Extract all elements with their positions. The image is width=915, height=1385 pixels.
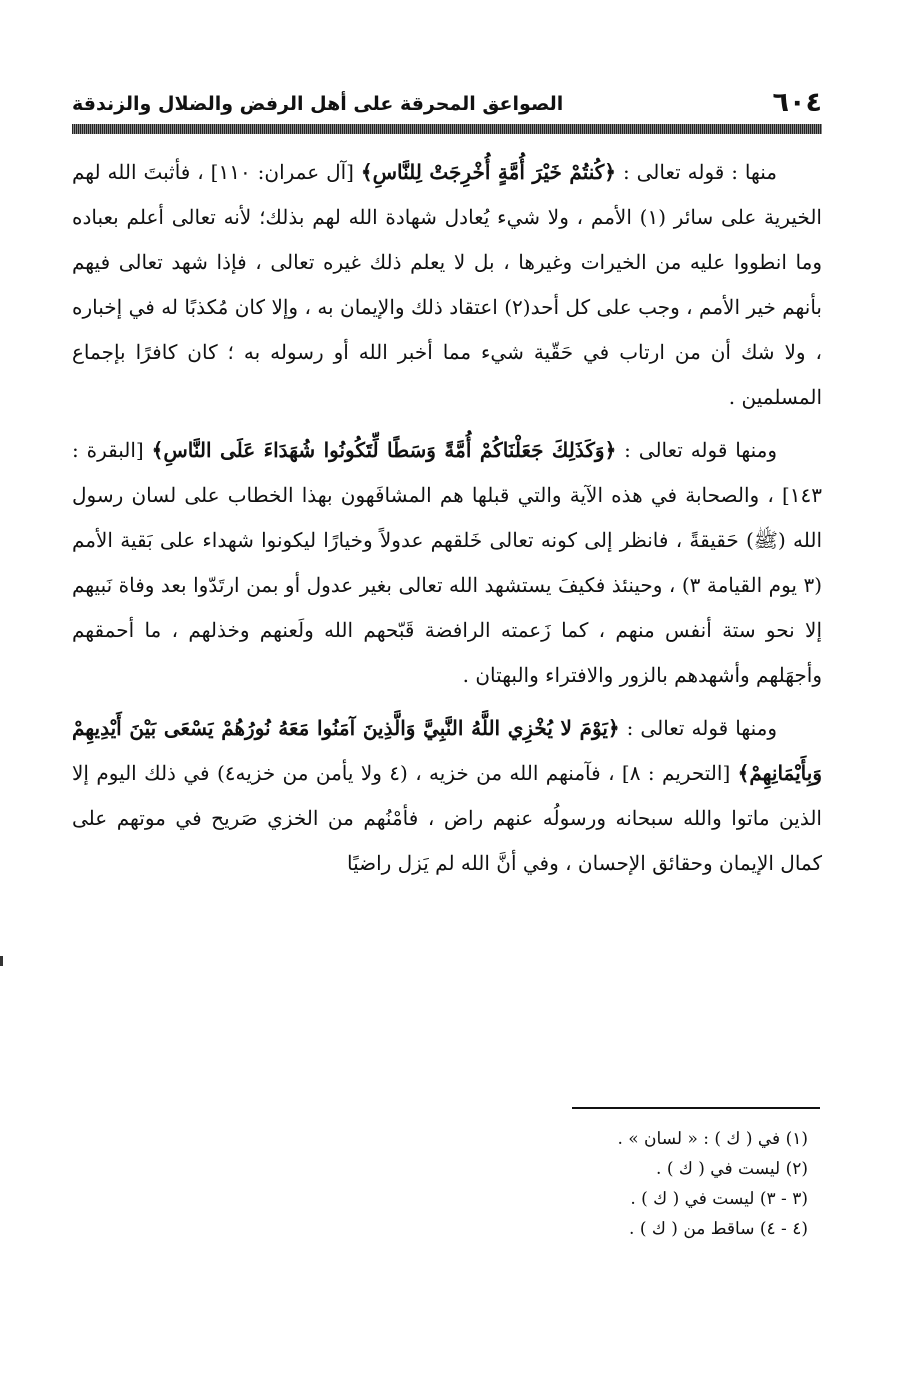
page-number: ٦٠٤ [772, 87, 822, 118]
quran-verse-2: ﴿وَكَذَلِكَ جَعَلْنَاكُمْ أُمَّةً وَسَطًا لِّتَكُونُوا شُهَدَاءَ عَلَى النَّاسِ﴾ [151, 438, 617, 462]
body-text [72, 150, 822, 886]
paragraph-2-text: [البقرة : ١٤٣] ، والصحابة في هذه الآية والتي قبلها هم المشافَهون بهذا الخطاب على لسان رسول الله (ﷺ) حَقيقةً ، فانظر إلى كونه تعالى خَلقهم عدولاً وخيارًا ليكونوا شهداء على بَقية الأمم (٣ يوم القيامة ٣) ، وحينئذ فكيفَ يستشهد الله تعالى بغير عدول أو بمن ارتَدّوا بعد وفاة نَبيهم إلا نحو ستة أنفس منهم ، كما زَعمته الرافضة قَبّحهم الله ولَعنهم وخذلهم ، ما أحمقهم وأجهَلهم وأشهدهم بالزور والافتراء والبهتان . [72, 438, 823, 687]
quran-verse-3: ﴿يَوْمَ لا يُخْزِي اللَّهُ النَّبِيَّ وَالَّذِينَ آمَنُوا مَعَهُ نُورُهُمْ يَسْعَى بَيْنَ أَيْدِيهِمْ وَبِأَيْمَانِهِمْ﴾ [72, 716, 822, 785]
footnote-rule [572, 1107, 820, 1109]
quran-verse-1: ﴿كُنتُمْ خَيْرَ أُمَّةٍ أُخْرِجَتْ لِلنَّاسِ﴾ [360, 160, 617, 184]
paragraph-1-intro: منها : قوله تعالى : [616, 160, 777, 184]
paragraph-1-text: [آل عمران: ١١٠] ، فأثبتَ الله لهم الخيرية على سائر (١) الأمم ، ولا شيء يُعادل شهادة الله لهم بذلك؛ لأنه تعالى أعلم بعباده وما انطووا عليه من الخيرات وغيرها ، بل لا يعلم ذلك غيره تعالى ، فإذا شهد تعالى فيهم بأنهم خير الأمم ، وجب على كل أحد(٢) اعتقاد ذلك والإيمان به ، وإلا كان مُكذبًا له في إخباره ، ولا شك أن من ارتاب في حَقّية شيء مما أخبر الله أو رسوله به ؛ كان كافرًا بإجماع المسلمين . [72, 160, 822, 409]
paragraph-1 [72, 150, 822, 420]
footnotes [72, 1124, 808, 1244]
scan-edge-mark [0, 956, 3, 966]
footnote-3: (٣ - ٣) ليست في ( ك ) . [630, 1189, 808, 1209]
running-title: الصواعق المحرقة على أهل الرفض والضلال والزندقة [72, 93, 564, 115]
footnote-4: (٤ - ٤) ساقط من ( ك ) . [629, 1219, 808, 1239]
paragraph-3 [72, 706, 822, 886]
paragraph-2 [72, 428, 822, 698]
paragraph-2-intro: ومنها قوله تعالى : [616, 438, 778, 462]
footnote-1: (١) في ( ك ) : « لسان » . [617, 1129, 808, 1149]
footnote-2: (٢) ليست في ( ك ) . [656, 1159, 808, 1179]
paragraph-3-intro: ومنها قوله تعالى : [619, 716, 778, 740]
running-header [72, 82, 822, 118]
paragraph-3-text: [التحريم : ٨] ، فآمنهم الله من خزيه ، (٤ ولا يأمن من خزيه٤) في ذلك اليوم إلا الذين ماتوا والله سبحانه ورسولُه عنهم راض ، فأمْنُهم من الخزي صَريح في موتهم على كمال الإيمان وحقائق الإحسان ، وفي أنَّ الله لم يَزل راضيًا [72, 761, 822, 875]
header-rule [72, 124, 822, 134]
